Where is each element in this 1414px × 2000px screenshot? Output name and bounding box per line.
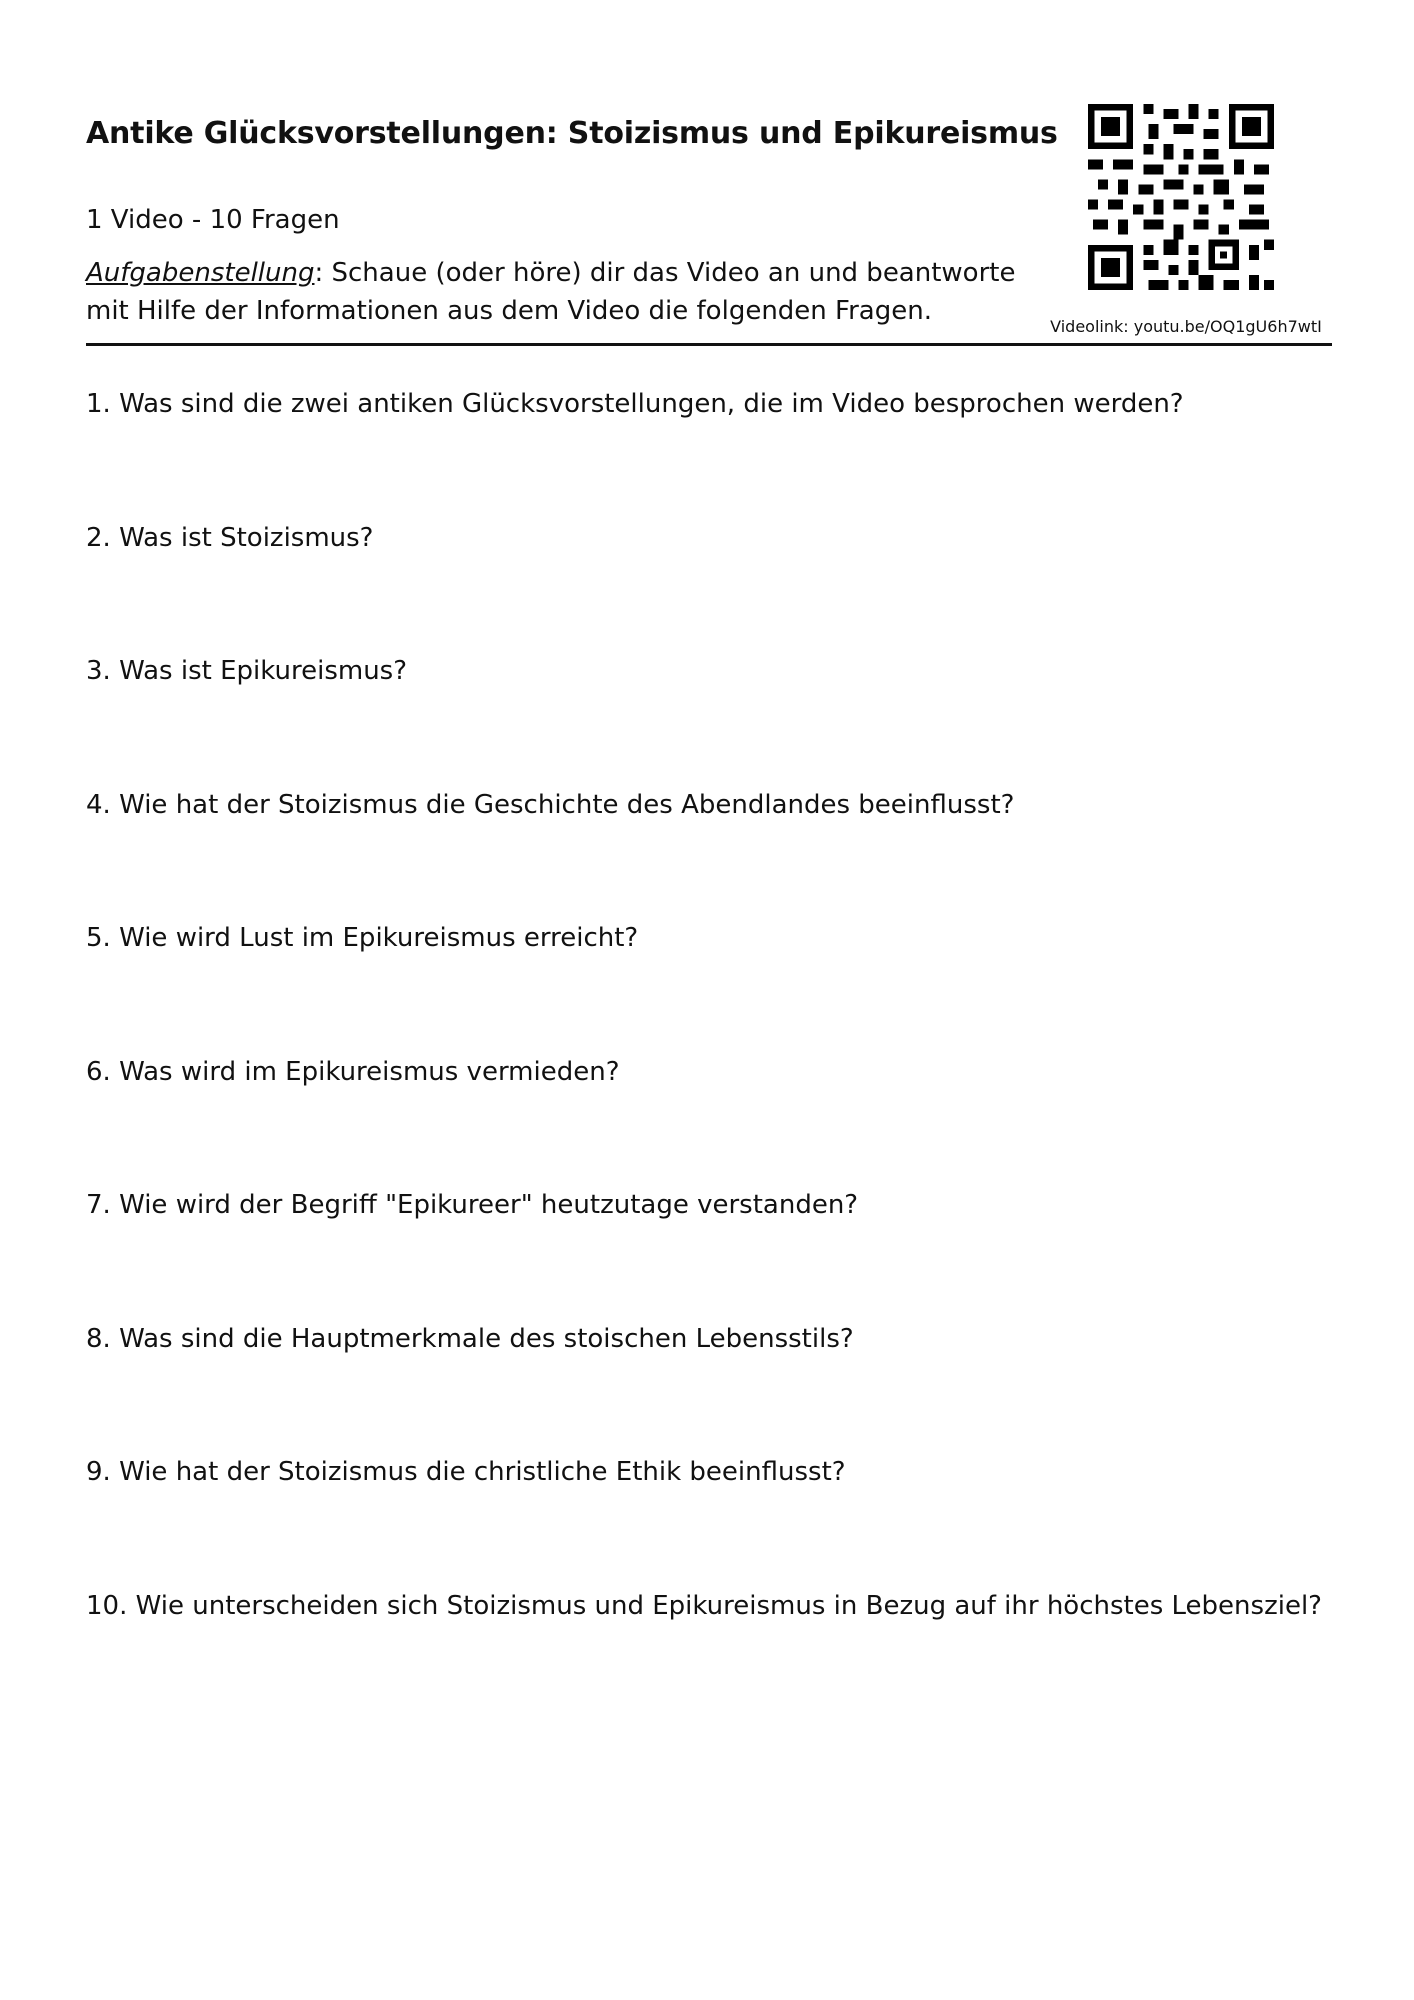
worksheet-subtitle: 1 Video - 10 Fragen xyxy=(86,205,340,235)
task-instructions xyxy=(86,254,1046,330)
qr-code-icon[interactable] xyxy=(1088,104,1274,290)
task-text: : Schaue (oder höre) dir das Video an und beantworte mit Hilfe der Informationen aus dem Video die folgenden Fragen. xyxy=(86,258,1016,326)
question-item: 4. Wie hat der Stoizismus die Geschichte des Abendlandes beeinflusst? xyxy=(86,789,1015,820)
page-title: Antike Glücksvorstellungen: Stoizismus und Epikureismus xyxy=(86,116,1058,151)
question-item: 10. Wie unterscheiden sich Stoizismus und Epikureismus in Bezug auf ihr höchstes Lebensziel? xyxy=(86,1590,1322,1621)
question-item: 9. Wie hat der Stoizismus die christliche Ethik beeinflusst? xyxy=(86,1457,846,1487)
task-label: Aufgabenstellung xyxy=(86,258,315,288)
question-item: 7. Wie wird der Begriff "Epikureer" heutzutage verstanden? xyxy=(86,1190,859,1220)
video-link[interactable]: Videolink: youtu.be/OQ1gU6h7wtI xyxy=(1050,317,1322,336)
question-item: 1. Was sind die zwei antiken Glücksvorstellungen, die im Video besprochen werden? xyxy=(86,389,1184,419)
header-divider xyxy=(86,343,1332,346)
question-item: 6. Was wird im Epikureismus vermieden? xyxy=(86,1056,620,1087)
question-item: 2. Was ist Stoizismus? xyxy=(86,522,374,553)
question-list xyxy=(86,386,1346,1721)
question-item: 5. Wie wird Lust im Epikureismus erreicht? xyxy=(86,923,639,953)
question-item: 8. Was sind die Hauptmerkmale des stoischen Lebensstils? xyxy=(86,1323,854,1354)
question-item: 3. Was ist Epikureismus? xyxy=(86,656,408,686)
